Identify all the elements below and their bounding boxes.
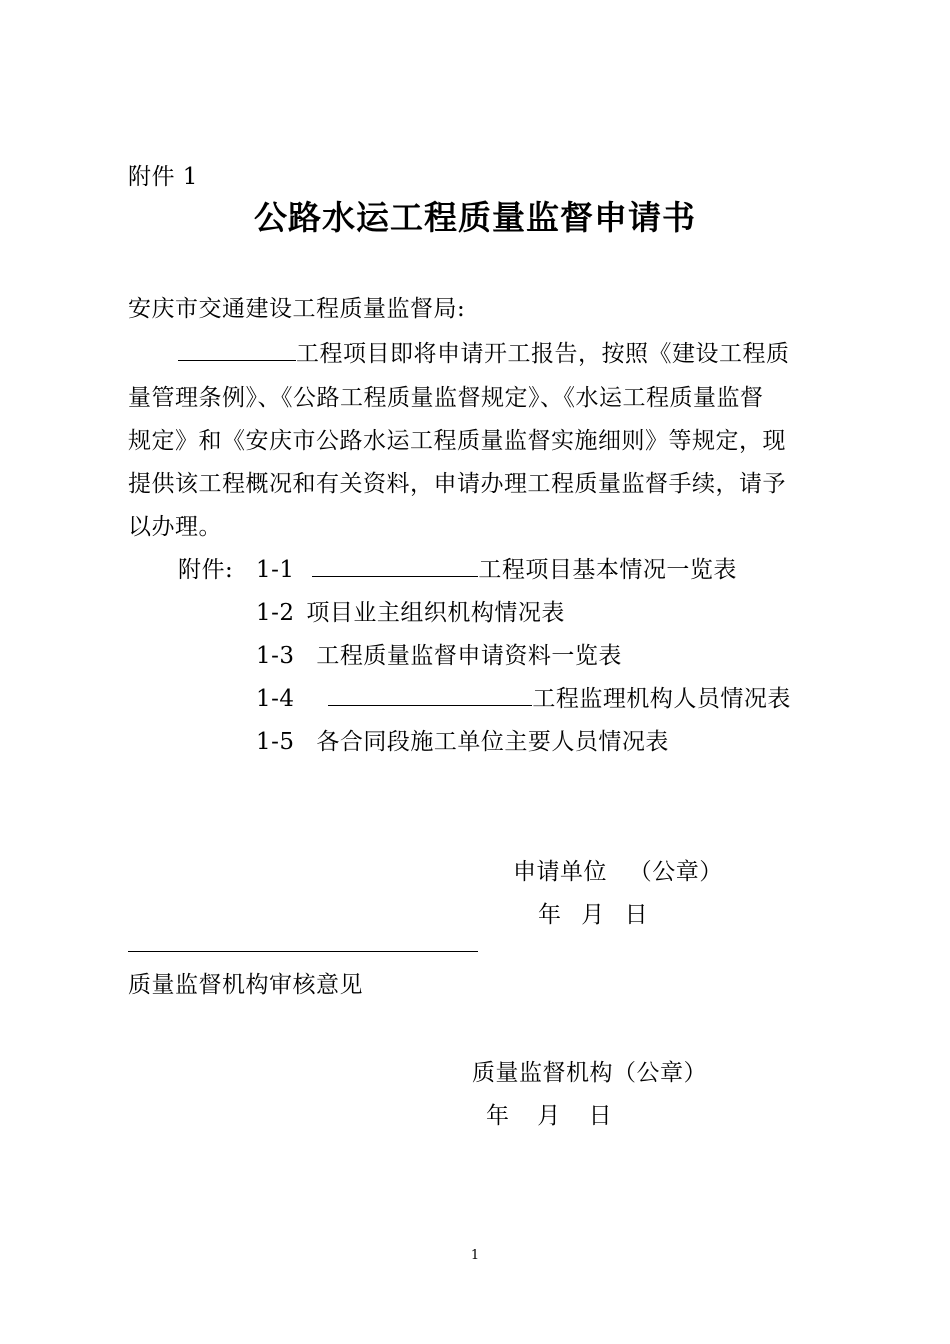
- attachment-text: 各合同段施工单位主要人员情况表: [316, 729, 669, 755]
- agency-date: 年 月 日: [486, 1103, 613, 1129]
- attachment-text: 项目业主组织机构情况表: [306, 600, 565, 626]
- annex-label: 附件 1: [128, 164, 198, 190]
- section-divider: [128, 951, 478, 952]
- body-line-5: 以办理。: [128, 514, 222, 540]
- attachment-item: [256, 723, 669, 756]
- attachment-code: 1-4: [256, 686, 295, 712]
- attachment-item: [256, 680, 791, 713]
- attachment-code: 1-2: [256, 600, 295, 626]
- attachment-item: [256, 594, 565, 627]
- attachment-code: 1-3: [256, 643, 295, 669]
- project-name-blank[interactable]: [178, 338, 296, 361]
- page-number: 1: [470, 1248, 480, 1263]
- attachment-blank[interactable]: [328, 683, 532, 706]
- attachments-label: 附件:: [178, 557, 234, 583]
- attachment-blank[interactable]: [312, 554, 478, 577]
- addressee: 安庆市交通建设工程质量监督局:: [128, 296, 466, 322]
- applicant-signature: 申请单位 （公章）: [513, 859, 723, 885]
- applicant-date: 年 月 日: [538, 902, 649, 928]
- attachment-text: 工程项目基本情况一览表: [478, 557, 737, 583]
- review-heading: 质量监督机构审核意见: [128, 972, 363, 998]
- body-line-4: 提供该工程概况和有关资料，申请办理工程质量监督手续，请予: [128, 471, 786, 497]
- attachment-code: 1-5: [256, 729, 295, 755]
- body-line-2: 量管理条例》、《公路工程质量监督规定》、《水运工程质量监督: [128, 385, 764, 411]
- attachment-text: 工程质量监督申请资料一览表: [316, 643, 622, 669]
- document-title: 公路水运工程质量监督申请书: [254, 198, 696, 237]
- attachment-text: 工程监理机构人员情况表: [532, 686, 791, 712]
- attachment-item: [256, 551, 737, 584]
- body-line-1-text: 工程项目即将申请开工报告，按照《建设工程质: [296, 341, 790, 367]
- agency-signature: 质量监督机构（公章）: [472, 1060, 707, 1086]
- attachment-code: 1-1: [256, 557, 295, 583]
- body-line-3: 规定》和《安庆市公路水运工程质量监督实施细则》等规定，现: [128, 428, 786, 454]
- attachment-item: [256, 637, 622, 670]
- body-line-1: [178, 335, 790, 368]
